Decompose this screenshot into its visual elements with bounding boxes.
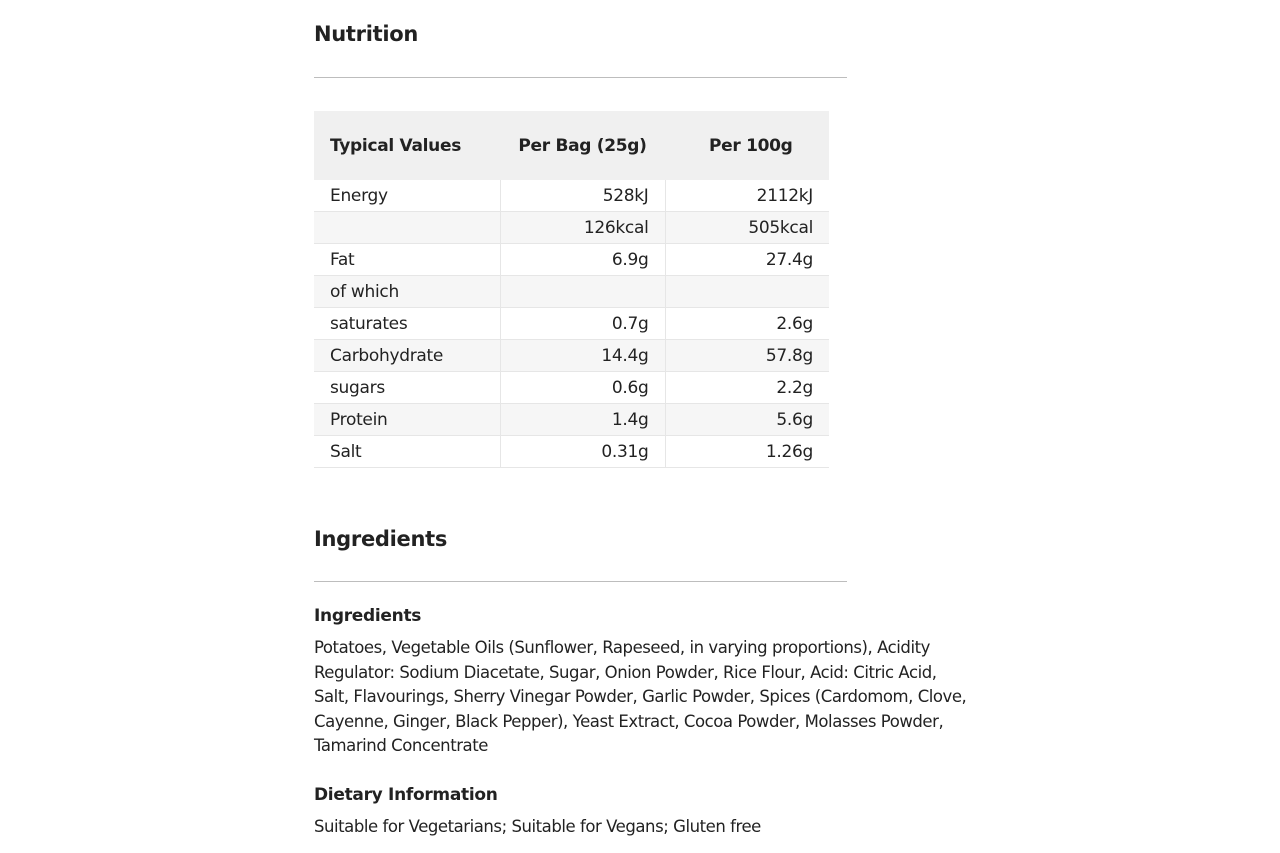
row-per-100g: 27.4g [665,244,829,276]
dietary-subheading: Dietary Information [314,785,498,805]
header-per-bag: Per Bag (25g) [500,111,665,180]
row-per-100g: 505kcal [665,212,829,244]
row-label: Fat [314,244,500,276]
row-per-100g: 2.6g [665,308,829,340]
row-per-100g [665,276,829,308]
dietary-text: Suitable for Vegetarians; Suitable for Vegans; Gluten free [314,817,761,836]
row-per-100g: 57.8g [665,340,829,372]
nutrition-heading: Nutrition [314,22,419,46]
row-per-bag: 6.9g [500,244,665,276]
table-row [314,180,829,212]
ingredients-divider [314,581,847,582]
row-label: of which [314,276,500,308]
ingredients-subheading: Ingredients [314,606,422,626]
row-per-bag: 0.6g [500,372,665,404]
row-per-bag: 0.7g [500,308,665,340]
nutrition-table [314,111,829,468]
row-label: saturates [314,308,500,340]
table-row [314,212,829,244]
row-label: sugars [314,372,500,404]
row-label: Protein [314,404,500,436]
row-per-100g: 2112kJ [665,180,829,212]
row-label [314,212,500,244]
table-row [314,404,829,436]
table-row [314,436,829,468]
header-typical-values: Typical Values [314,111,500,180]
row-per-bag: 1.4g [500,404,665,436]
table-row [314,372,829,404]
row-label: Salt [314,436,500,468]
table-row [314,276,829,308]
row-per-100g: 2.2g [665,372,829,404]
table-row [314,244,829,276]
row-per-bag [500,276,665,308]
row-label: Carbohydrate [314,340,500,372]
row-label: Energy [314,180,500,212]
row-per-100g: 1.26g [665,436,829,468]
table-row [314,340,829,372]
row-per-bag: 14.4g [500,340,665,372]
ingredients-text: Potatoes, Vegetable Oils (Sunflower, Rapeseed, in varying proportions), Acidity Regulator: Sodium Diacetate, Sugar, Onion Powder, Rice Flour, Acid: Citric Acid, Salt, Flavourings, Sherry Vinegar Powder, Garlic Powder, Spices (Cardomom, Clove, Cayenne, Ginger, Black Pepper), Yeast Extract, Cocoa Powder, Molasses Powder, Tamarind Concentrate [314,638,967,755]
row-per-100g: 5.6g [665,404,829,436]
header-per-100g: Per 100g [665,111,829,180]
row-per-bag: 0.31g [500,436,665,468]
table-row [314,308,829,340]
row-per-bag: 528kJ [500,180,665,212]
ingredients-heading: Ingredients [314,527,448,551]
nutrition-divider [314,77,847,78]
row-per-bag: 126kcal [500,212,665,244]
nutrition-header-row [314,111,829,180]
